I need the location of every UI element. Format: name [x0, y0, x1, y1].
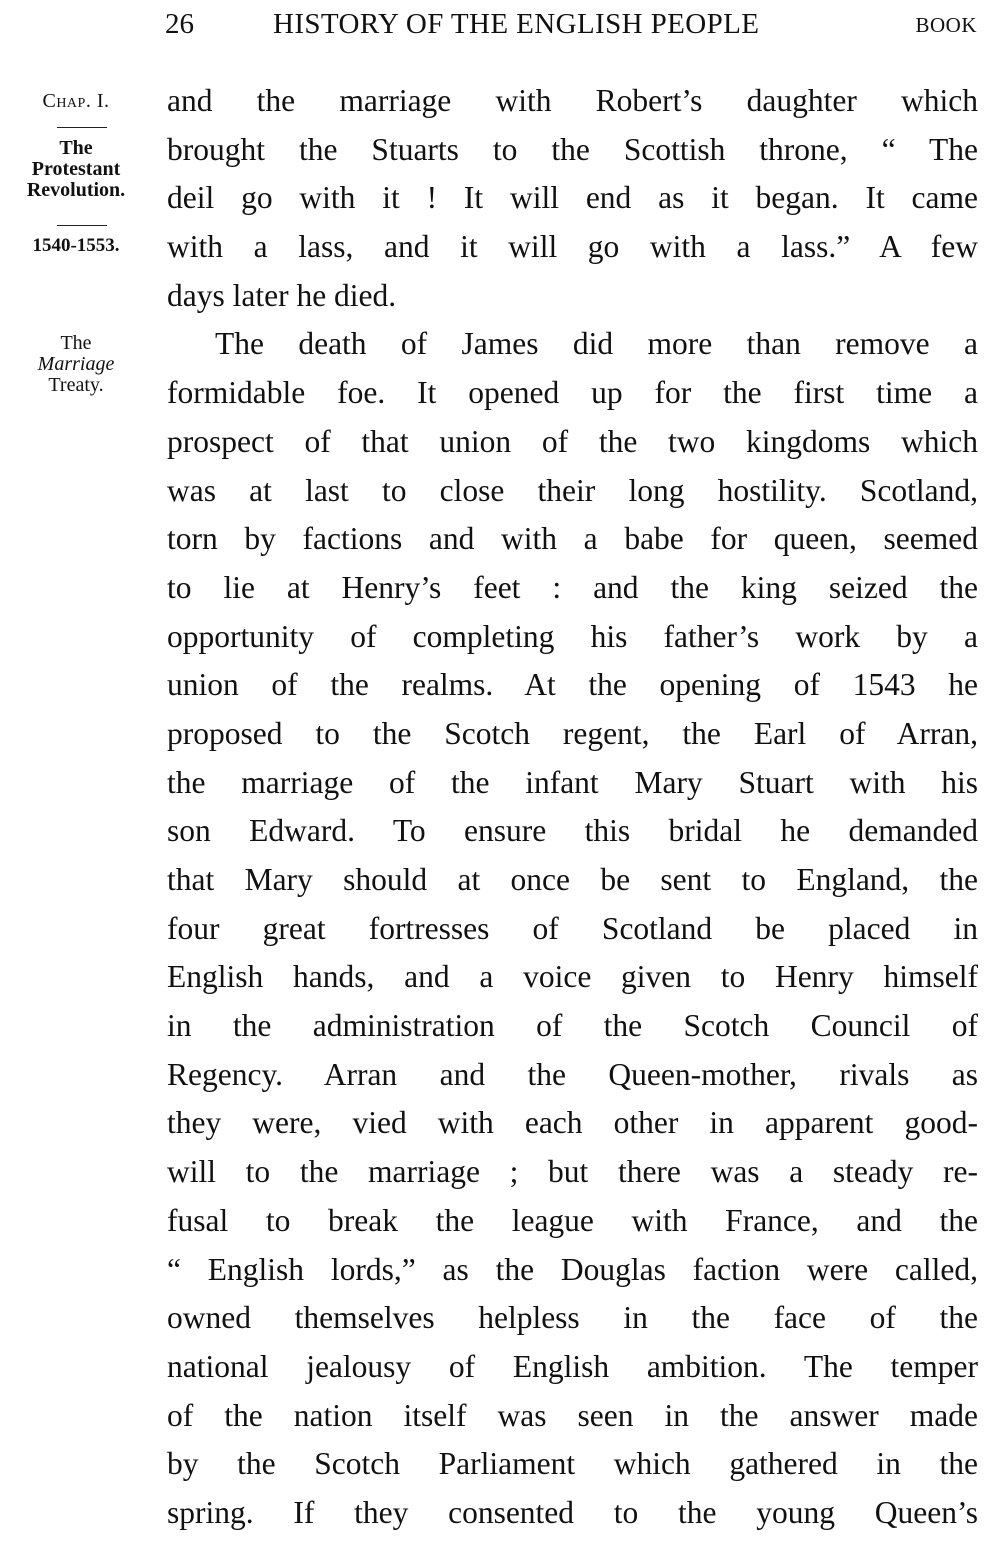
chapter-label: Chap. I.: [42, 90, 110, 112]
topic-note-line: Marriage: [37, 353, 115, 375]
text-line: formidable foe. It opened up for the first time a: [167, 375, 978, 411]
text-line: deil go with it ! It will end as it began. It came: [167, 180, 978, 216]
text-line: English hands, and a voice given to Henry himself: [167, 959, 978, 995]
text-line: son Edward. To ensure this bridal he demanded: [167, 813, 978, 849]
text-line: they were, vied with each other in apparent good-: [167, 1105, 978, 1141]
running-header: [165, 4, 977, 44]
topic-note-line: Treaty.: [48, 374, 104, 396]
text-line: days later he died.: [167, 277, 397, 313]
text-line: brought the Stuarts to the Scottish throne, “ The: [167, 131, 978, 167]
text-line: will to the marriage ; but there was a steady re-: [167, 1154, 978, 1190]
text-line: by the Scotch Parliament which gathered in the: [167, 1446, 978, 1482]
text-line: the marriage of the infant Mary Stuart with his: [167, 764, 978, 800]
section-title: [0, 138, 152, 201]
text-line: opportunity of completing his father’s work by a: [167, 618, 978, 654]
margin-rule: [57, 127, 107, 128]
text-line: with a lass, and it will go with a lass.” A few: [167, 229, 978, 265]
text-line: national jealousy of English ambition. The temper: [167, 1348, 978, 1384]
text-line: owned themselves helpless in the face of the: [167, 1300, 978, 1336]
text-line: torn by factions and with a babe for queen, seemed: [167, 521, 978, 557]
text-line: prospect of that union of the two kingdoms which: [167, 423, 978, 459]
section-title-line: The: [59, 137, 93, 159]
text-line: to lie at Henry’s feet : and the king seized the: [167, 569, 978, 605]
running-title: HISTORY OF THE ENGLISH PEOPLE: [273, 8, 760, 40]
body-text: [167, 77, 978, 1538]
text-line: fusal to break the league with France, and the: [167, 1202, 978, 1238]
text-line: that Mary should at once be sent to England, the: [167, 862, 978, 897]
text-line: of the nation itself was seen in the answer made: [167, 1397, 978, 1433]
date-range: 1540-1553.: [32, 235, 120, 256]
topic-note: [0, 333, 152, 396]
text-line: “ English lords,” as the Douglas faction were called,: [167, 1251, 978, 1287]
text-line: The death of James did more than remove a: [215, 326, 978, 362]
margin-rule: [57, 225, 107, 226]
text-line: spring. If they consented to the young Queen’s: [167, 1494, 978, 1530]
text-line: proposed to the Scotch regent, the Earl of Arran,: [167, 715, 978, 751]
text-line: in the administration of the Scotch Council of: [167, 1008, 978, 1044]
text-line: union of the realms. At the opening of 1543 he: [167, 667, 978, 703]
text-line: and the marriage with Robert’s daughter which: [167, 83, 978, 118]
page-number: 26: [165, 8, 194, 40]
running-book-label: BOOK: [915, 13, 977, 37]
text-line: Regency. Arran and the Queen-mother, rivals as: [167, 1056, 978, 1092]
topic-note-line: The: [60, 332, 92, 354]
text-line: four great fortresses of Scotland be placed in: [167, 910, 978, 946]
text-line: was at last to close their long hostility. Scotland,: [167, 472, 978, 508]
section-title-line: Revolution.: [26, 179, 126, 201]
section-title-line: Protestant: [31, 158, 121, 180]
